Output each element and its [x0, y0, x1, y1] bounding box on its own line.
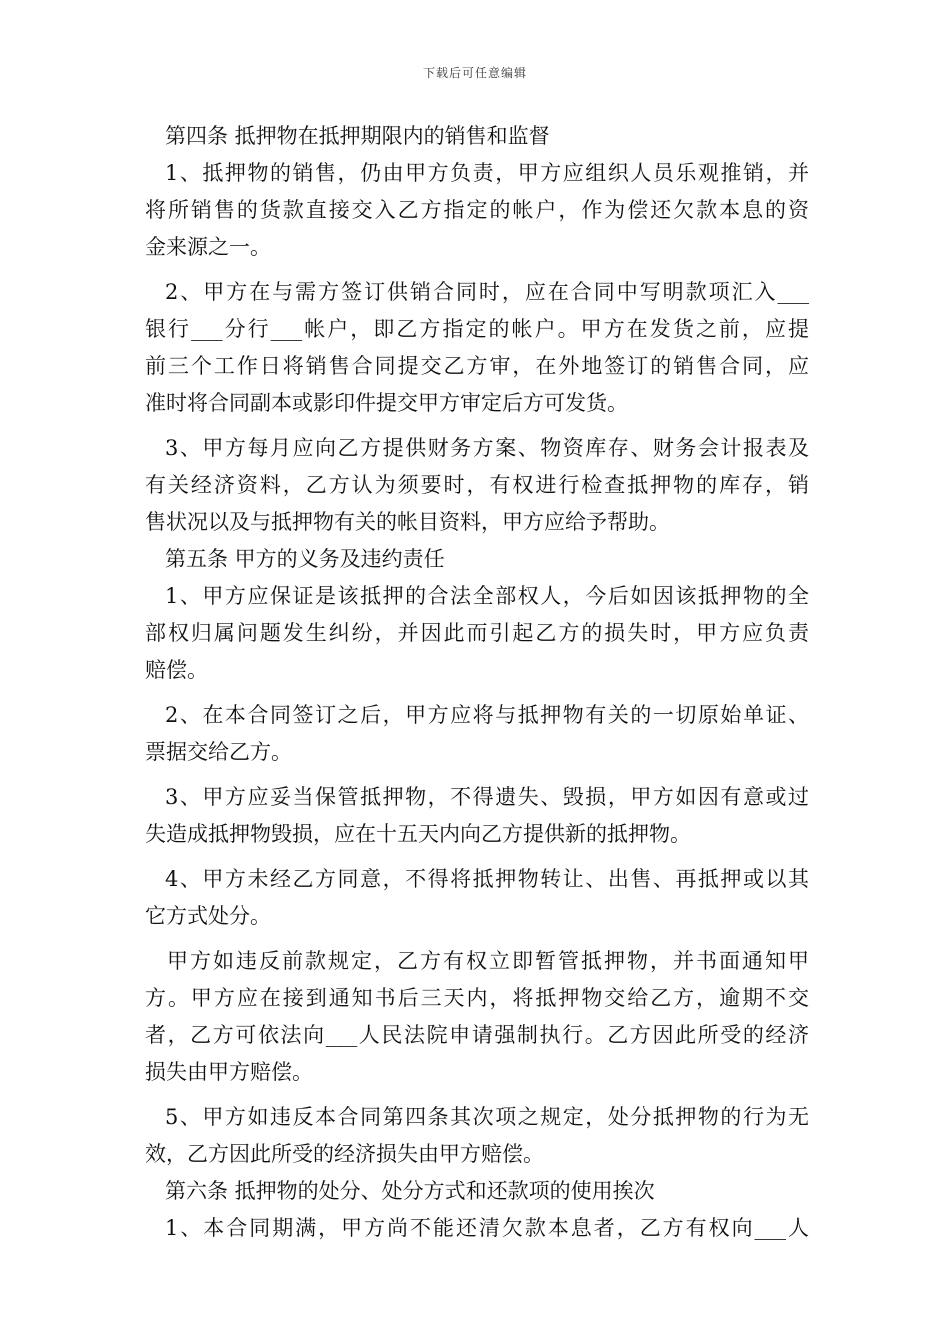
paragraph-line: 赔偿。 — [145, 658, 208, 682]
article-heading: 第六条 抵押物的处分、处分方式和还款项的使用挨次 — [165, 1179, 655, 1203]
paragraph-line: 3、甲方应妥当保管抵押物，不得遗失、毁损，甲方如因有意或过 — [165, 785, 809, 809]
paragraph-line: 者，乙方可依法向___人民法院申请强制执行。乙方因此所受的经济 — [145, 1023, 809, 1047]
paragraph-line: 5、甲方如违反本合同第四条其次项之规定，处分抵押物的行为无 — [165, 1105, 809, 1129]
paragraph-line: 1、本合同期满，甲方尚不能还清欠款本息者，乙方有权向___人 — [165, 1216, 809, 1240]
paragraph-line: 1、抵押物的销售，仍由甲方负责，甲方应组织人员乐观推销，并 — [165, 161, 809, 185]
article-heading: 第五条 甲方的义务及违约责任 — [165, 547, 445, 571]
paragraph-line: 甲方如违反前款规定，乙方有权立即暂管抵押物，并书面通知甲 — [167, 949, 809, 973]
paragraph-line: 票据交给乙方。 — [145, 740, 292, 764]
paragraph-line: 2、在本合同签订之后，甲方应将与抵押物有关的一切原始单证、 — [165, 703, 809, 727]
paragraph-line: 金来源之一。 — [145, 235, 271, 259]
paragraph-line: 部权归属问题发生纠纷，并因此而引起乙方的损失时，甲方应负责 — [145, 621, 809, 645]
paragraph-line: 损失由甲方赔偿。 — [145, 1060, 313, 1084]
paragraph-line: 前三个工作日将销售合同提交乙方审，在外地签订的销售合同，应 — [145, 354, 809, 378]
paragraph-line: 2、甲方在与需方签订供销合同时，应在合同中写明款项汇入___ — [165, 280, 809, 304]
paragraph-line: 有关经济资料，乙方认为须要时，有权进行检查抵押物的库存，销 — [145, 473, 809, 497]
paragraph-line: 准时将合同副本或影印件提交甲方审定后方可发货。 — [145, 391, 628, 415]
paragraph-line: 效，乙方因此所受的经济损失由甲方赔偿。 — [145, 1142, 544, 1166]
paragraph-line: 失造成抵押物毁损，应在十五天内向乙方提供新的抵押物。 — [145, 822, 691, 846]
page-header: 下载后可任意编辑 — [422, 66, 527, 80]
paragraph-line: 4、甲方未经乙方同意，不得将抵押物转让、出售、再抵押或以其 — [165, 867, 809, 891]
paragraph-line: 售状况以及与抵押物有关的帐目资料，甲方应给予帮助。 — [145, 510, 670, 534]
paragraph-line: 1、甲方应保证是该抵押的合法全部权人，今后如因该抵押物的全 — [165, 584, 809, 608]
paragraph-line: 方。甲方应在接到通知书后三天内，将抵押物交给乙方，逾期不交 — [145, 986, 809, 1010]
article-heading: 第四条 抵押物在抵押期限内的销售和监督 — [165, 124, 550, 148]
paragraph-line: 将所销售的货款直接交入乙方指定的帐户，作为偿还欠款本息的资 — [145, 198, 809, 222]
document-body — [145, 118, 809, 1247]
paragraph-line: 3、甲方每月应向乙方提供财务方案、物资库存、财务会计报表及 — [165, 436, 809, 460]
paragraph-line: 它方式处分。 — [145, 904, 271, 928]
paragraph-line: 银行___分行___帐户，即乙方指定的帐户。甲方在发货之前，应提 — [145, 317, 809, 341]
